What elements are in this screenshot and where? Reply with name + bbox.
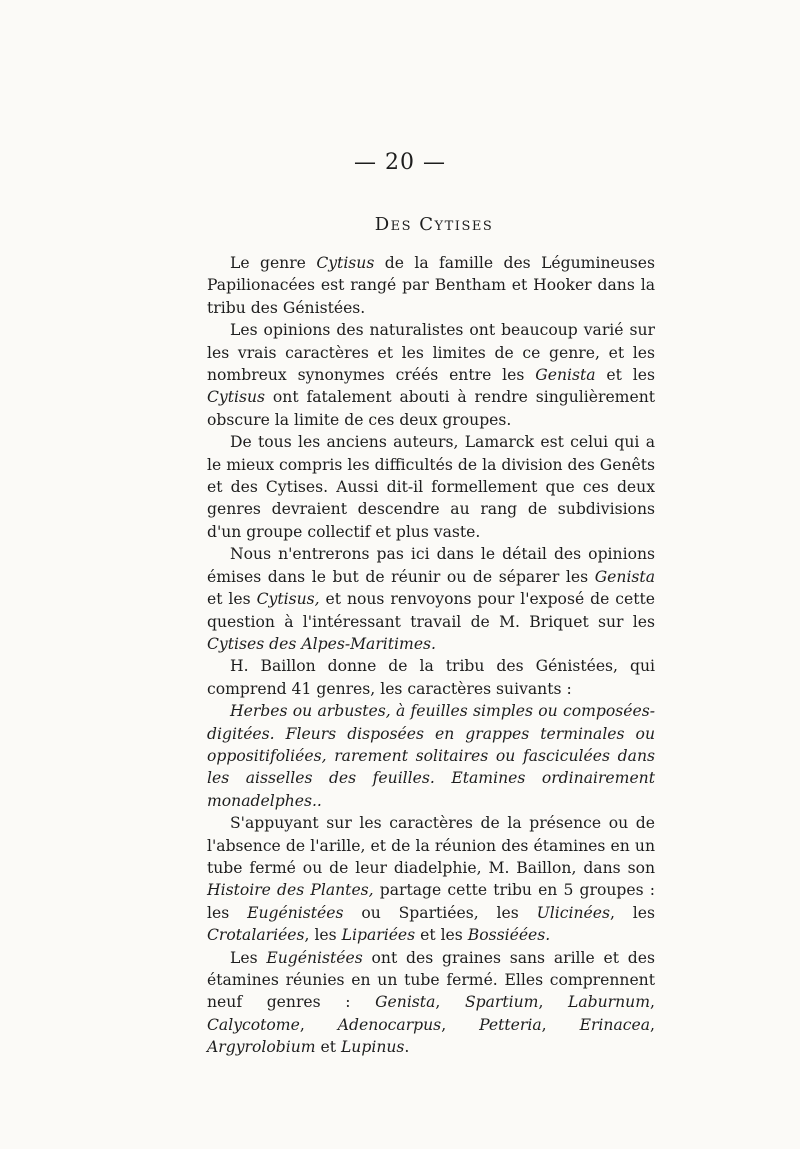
text-run: H. Baillon donne de la tribu des Génistées, qui comprend 41 genres, les caractères suivants : [207,657,655,698]
italic-text: Lupinus [340,1038,405,1057]
text-run: et les [207,590,257,609]
text-run: , [435,993,465,1012]
text-run: et les [595,366,655,385]
italic-text: Laburnum [568,993,651,1012]
italic-text: Histoire des Plantes, [207,881,374,900]
text-run: , [441,1015,480,1034]
body-text [207,252,655,1059]
italic-text: Genista [375,993,436,1012]
text-run: et les [415,926,468,945]
text-run: ont des graines sans arille et des étamines réunies en un tube fermé. Elles comprennent neuf genres : [207,948,655,1012]
paragraph [207,543,655,655]
italic-text: Cytisus [207,388,266,407]
italic-text: Adenocarpus [337,1015,442,1034]
italic-text: Eugénistées [266,948,363,967]
italic-text: Lipariées [341,926,416,945]
paragraph [207,947,655,1059]
text-run: de la famille des Légumineuses Papilionacées est rangé par Bentham et Hooker dans la tribu des Génistées. [207,254,656,317]
text-run: , [541,1015,580,1034]
paragraph [207,812,655,946]
text-run: partage cette tribu en 5 groupes : les [207,881,655,922]
text-run: , les [609,903,655,922]
text-run: Nous n'entrerons pas ici dans le détail des opinions émises dans le but de réunir ou de séparer les [207,545,655,586]
italic-text: Genista [535,366,596,385]
section-heading: Des Cytises [374,214,494,235]
italic-text: Herbes ou arbustes, à feuilles simples ou composées-digitées. Fleurs disposées en grappes terminales ou oppositifoliées, rarement solitaires ou fasciculées dans les aisselles des feuilles. Etamines ordinairement monadelphes.. [207,702,655,810]
text-run: , les [304,926,342,945]
italic-text: Eugénistées [247,903,344,922]
text-run: , [650,1015,655,1034]
text-run: Les opinions des naturalistes ont beaucoup varié sur les vrais caractères et les limites de ce genre, et les nombreux synonymes créés entre les [207,321,655,385]
text-run: , [299,1015,338,1034]
paragraph [207,655,655,700]
italic-text: Genista [594,567,655,586]
italic-text: Crotalariées [207,926,305,945]
italic-text: Argyrolobium [207,1038,316,1057]
paragraph [207,700,655,812]
text-run: , [538,993,568,1012]
text-run: . [404,1038,410,1057]
text-run: De tous les anciens auteurs, Lamarck est celui qui a le mieux compris les difficultés de la division des Genêts et des Cytises. Aussi dit-il formellement que ces deux genres devraient descendre au rang de subdivisions d'un groupe collectif et plus vaste. [207,433,655,541]
text-run: ont fatalement abouti à rendre singulièrement obscure la limite de ces deux groupes. [207,388,655,429]
italic-text: Bossiéées. [467,926,551,945]
text-run: Le genre [230,254,317,272]
italic-text: Ulicinées [536,903,610,922]
text-run: Les [230,948,267,967]
italic-text: Erinacea [579,1015,651,1034]
italic-text: Calycotome [207,1015,300,1034]
page-number: — 20 — [354,150,446,175]
text-run: et nous renvoyons pour l'exposé de cette question à l'intéressant travail de M. Briquet sur les [207,590,655,631]
text-run: S'appuyant sur les caractères de la présence ou de l'absence de l'arille, et de la réunion des étamines en un tube fermé ou de leur diadelphie, M. Baillon, dans son [207,814,655,877]
text-run: ou Spartiées, les [343,903,537,922]
italic-text: Cytisus, [256,590,320,609]
italic-text: Cytisus [316,254,375,272]
italic-text: Petteria [479,1015,542,1034]
italic-text: Spartium [464,993,539,1012]
italic-text: Cytises des Alpes-Maritimes. [207,634,437,653]
text-run: , [650,993,655,1012]
paragraph [207,252,655,319]
paragraph [207,431,655,543]
paragraph [207,319,655,431]
text-run: et [315,1038,341,1057]
